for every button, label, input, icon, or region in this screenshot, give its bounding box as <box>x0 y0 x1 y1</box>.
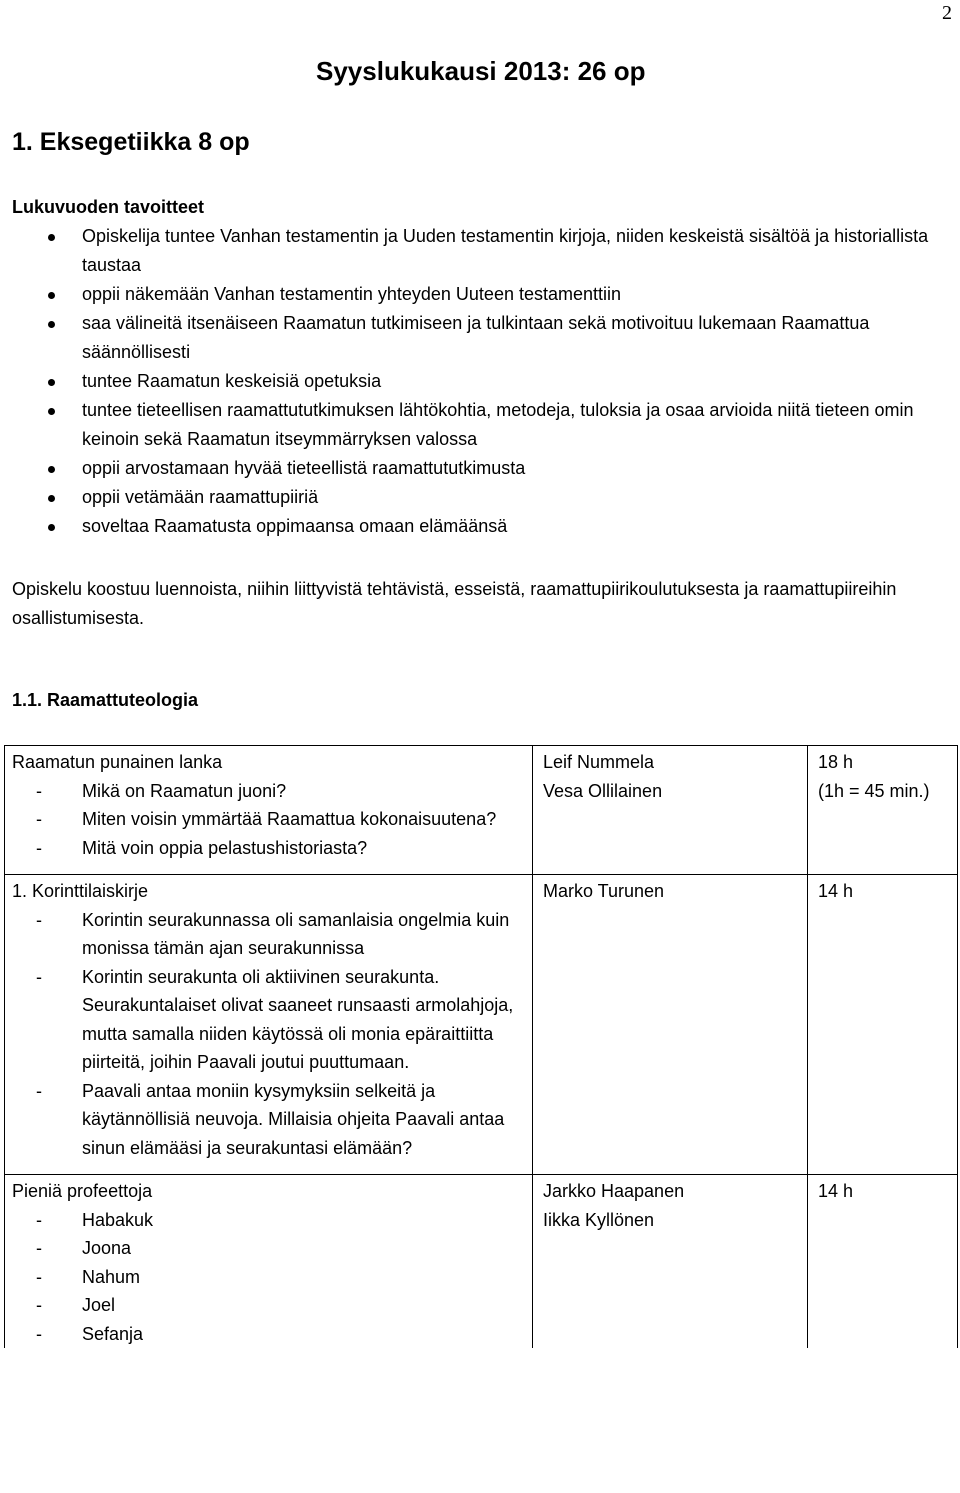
teacher-name: Vesa Ollilainen <box>543 780 663 801</box>
goal-item: tuntee Raamatun keskeisiä opetuksia <box>82 367 947 396</box>
goal-item: oppii näkemään Vanhan testamentin yhteyden Uuteen testamenttiin <box>82 280 947 309</box>
goal-item: Opiskelija tuntee Vanhan testamentin ja Uuden testamentin kirjoja, niiden keskeistä sisältöä ja historiallista taustaa <box>82 222 947 280</box>
teacher-cell <box>533 1175 808 1349</box>
course-topic: - Joel <box>12 1291 525 1320</box>
hours-cell <box>808 1175 958 1349</box>
course-title: 1. Korinttilaiskirje <box>12 881 149 901</box>
hours-cell <box>808 746 958 875</box>
course-row <box>5 1175 958 1349</box>
goal-item: oppii vetämään raamattupiiriä <box>82 483 947 512</box>
course-cell <box>5 746 533 875</box>
goal-item: saa välineitä itsenäiseen Raamatun tutkimiseen ja tulkintaan sekä motivoituu lukemaan Raamattua säännöllisesti <box>82 309 947 367</box>
teacher-name: Leif Nummela <box>543 752 655 772</box>
hours-value: 14 h <box>818 881 854 901</box>
goal-item: tuntee tieteellisen raamattututkimuksen lähtökohtia, metodeja, tuloksia ja osaa arvioida niitä tieteen omin keinoin sekä Raamatun itseymmärryksen valossa <box>82 396 947 454</box>
course-row <box>5 746 958 875</box>
goals-list <box>12 222 947 541</box>
page-title: Syyslukukausi 2013: 26 op <box>316 56 646 86</box>
course-topic: - Habakuk <box>12 1206 525 1235</box>
course-cell <box>5 875 533 1175</box>
goals-heading: Lukuvuoden tavoitteet <box>12 197 205 217</box>
page-number: 2 <box>942 2 952 24</box>
goal-item: soveltaa Raamatusta oppimaansa omaan elämäänsä <box>82 512 947 541</box>
teacher-cell <box>533 746 808 875</box>
hours-note: (1h = 45 min.) <box>818 780 930 801</box>
course-title: Pieniä profeettoja <box>12 1181 153 1201</box>
teacher-name: Iikka Kyllönen <box>543 1209 655 1230</box>
course-topic: - Paavali antaa moniin kysymyksiin selkeitä ja käytännöllisiä neuvoja. Millaisia ohjeita Paavali antaa sinun elämääsi ja seurakuntasi elämään? <box>12 1077 525 1163</box>
hours-cell <box>808 875 958 1175</box>
goal-item: oppii arvostamaan hyvää tieteellistä raamattututkimusta <box>82 454 947 483</box>
course-topic: - Mitä voin oppia pelastushistoriasta? <box>12 834 525 863</box>
hours-value: 14 h <box>818 1181 854 1201</box>
teacher-name: Jarkko Haapanen <box>543 1181 685 1201</box>
course-topic: - Korintin seurakunnassa oli samanlaisia ongelmia kuin monissa tämän ajan seurakunnissa <box>12 906 525 963</box>
course-row <box>5 875 958 1175</box>
teacher-cell <box>533 875 808 1175</box>
hours-value: 18 h <box>818 752 854 772</box>
teacher-name: Marko Turunen <box>543 881 665 901</box>
course-topics <box>12 906 525 1163</box>
course-topic: - Mikä on Raamatun juoni? <box>12 777 525 806</box>
course-topics <box>12 1206 525 1349</box>
course-topic: - Sefanja <box>12 1320 525 1349</box>
course-topic: - Miten voisin ymmärtää Raamattua kokonaisuutena? <box>12 805 525 834</box>
subsection-title: 1.1. Raamattuteologia <box>12 690 199 710</box>
goals-block <box>12 193 947 541</box>
course-topic: - Joona <box>12 1234 525 1263</box>
course-topics <box>12 777 525 863</box>
course-title: Raamatun punainen lanka <box>12 752 223 772</box>
course-topic: - Nahum <box>12 1263 525 1292</box>
course-cell <box>5 1175 533 1349</box>
course-table <box>4 745 958 1348</box>
study-note: Opiskelu koostuu luennoista, niihin liittyvistä tehtävistä, esseistä, raamattupiirikoulutuksesta ja raamattupiireihin osallistumisesta. <box>12 579 897 628</box>
course-topic: - Korintin seurakunta oli aktiivinen seurakunta. Seurakuntalaiset olivat saaneet runsaasti armolahjoja, mutta samalla niiden käytössä oli monia epäraittiitta piirteitä, joihin Paavali joutui puuttumaan. <box>12 963 525 1077</box>
section-title: 1. Eksegetiikka 8 op <box>12 128 250 156</box>
